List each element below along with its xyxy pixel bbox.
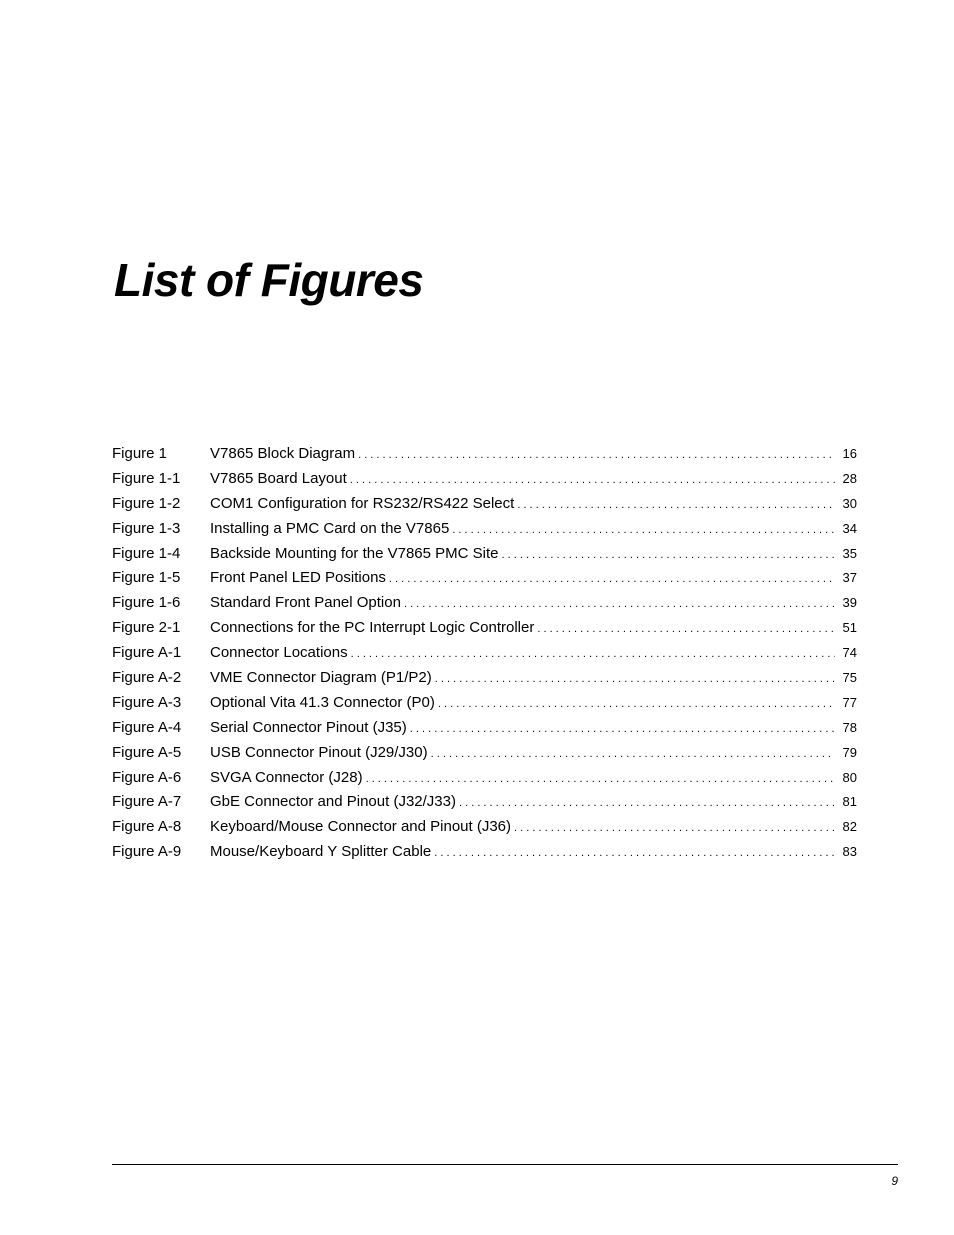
footer-divider — [112, 1164, 898, 1165]
figure-page-number: 39 — [842, 595, 857, 611]
dot-leader — [438, 692, 835, 717]
figure-label: Figure A-3 — [112, 693, 182, 711]
dot-leader — [350, 468, 835, 493]
figure-title: Serial Connector Pinout (J35) — [210, 718, 407, 736]
figure-label: Figure 2-1 — [112, 619, 181, 637]
figure-title: VME Connector Diagram (P1/P2) — [210, 669, 432, 687]
figure-page-number: 30 — [842, 495, 857, 511]
figure-page-number: 28 — [842, 470, 857, 486]
toc-entry[interactable] — [112, 766, 857, 791]
figure-page-number: 16 — [842, 446, 857, 461]
figure-label: Figure 1 — [112, 445, 168, 462]
page-number: 9 — [891, 1174, 898, 1188]
figure-label: Figure A-9 — [112, 843, 182, 861]
toc-entry[interactable] — [112, 666, 857, 691]
toc-entry[interactable] — [112, 492, 857, 517]
figure-page-number: 74 — [842, 645, 857, 661]
figure-title: USB Connector Pinout (J29/J30) — [210, 743, 428, 761]
figure-page-number: 51 — [842, 620, 857, 636]
figure-label: Figure A-5 — [112, 743, 182, 761]
dot-leader — [502, 543, 836, 568]
figure-title: Front Panel LED Positions — [210, 569, 386, 587]
dot-leader — [358, 443, 835, 468]
toc-entry[interactable] — [112, 591, 857, 616]
figure-page-number: 37 — [842, 570, 857, 586]
figure-page-number: 77 — [842, 694, 857, 710]
figure-label: Figure A-6 — [112, 768, 182, 786]
toc-entry[interactable] — [112, 517, 857, 542]
figure-title: Installing a PMC Card on the V7865 — [210, 519, 450, 537]
figure-title: V7865 Block Diagram — [210, 445, 356, 462]
figure-page-number: 79 — [842, 744, 857, 760]
page-title: List of Figures — [114, 254, 424, 306]
figure-label: Figure A-4 — [112, 718, 182, 736]
dot-leader — [431, 742, 835, 767]
dot-leader — [537, 617, 835, 642]
figure-title: V7865 Board Layout — [210, 469, 347, 487]
figure-page-number: 83 — [842, 844, 857, 860]
figure-label: Figure A-2 — [112, 669, 182, 687]
figure-label: Figure 1-6 — [112, 594, 181, 612]
figure-page-number: 81 — [842, 794, 857, 810]
figure-title: GbE Connector and Pinout (J32/J33) — [210, 793, 456, 811]
dot-leader — [434, 841, 835, 866]
toc-entry[interactable] — [112, 741, 857, 766]
figure-label: Figure 1-3 — [112, 519, 181, 537]
figure-title: Keyboard/Mouse Connector and Pinout (J36) — [210, 818, 512, 836]
figure-label: Figure 1-4 — [112, 544, 181, 562]
dot-leader — [459, 791, 835, 816]
dot-leader — [452, 518, 835, 543]
toc-entry[interactable] — [112, 691, 857, 716]
figure-list — [112, 442, 857, 865]
toc-entry[interactable] — [112, 542, 857, 567]
toc-entry[interactable] — [112, 566, 857, 591]
figure-label: Figure A-7 — [112, 793, 182, 811]
figure-title: Backside Mounting for the V7865 PMC Site — [210, 544, 499, 562]
figure-label: Figure 1-2 — [112, 494, 181, 512]
toc-entry[interactable] — [112, 442, 857, 467]
figure-label: Figure 1-1 — [112, 469, 181, 487]
figure-title: COM1 Configuration for RS232/RS422 Select — [210, 494, 515, 512]
figure-title: Connections for the PC Interrupt Logic Controller — [210, 619, 535, 637]
figure-label: Figure A-8 — [112, 818, 182, 836]
toc-entry[interactable] — [112, 467, 857, 492]
figure-title: Mouse/Keyboard Y Splitter Cable — [210, 843, 432, 861]
dot-leader — [404, 592, 835, 617]
figure-page-number: 80 — [842, 769, 857, 785]
figure-title: Standard Front Panel Option — [210, 594, 401, 612]
toc-entry[interactable] — [112, 790, 857, 815]
figure-page-number: 75 — [842, 670, 857, 686]
dot-leader — [389, 567, 835, 592]
figure-title: Connector Locations — [210, 644, 348, 662]
dot-leader — [514, 816, 835, 841]
toc-entry[interactable] — [112, 716, 857, 741]
toc-entry[interactable] — [112, 641, 857, 666]
dot-leader — [435, 667, 835, 692]
toc-entry[interactable] — [112, 815, 857, 840]
figure-label: Figure 1-5 — [112, 569, 181, 587]
figure-page-number: 82 — [842, 819, 857, 835]
dot-leader — [351, 642, 835, 667]
dot-leader — [366, 767, 835, 792]
dot-leader — [517, 493, 835, 518]
figure-title: SVGA Connector (J28) — [210, 768, 363, 786]
figure-title: Optional Vita 41.3 Connector (P0) — [210, 693, 435, 711]
toc-entry[interactable] — [112, 616, 857, 641]
figure-page-number: 35 — [842, 545, 857, 561]
figure-page-number: 78 — [842, 719, 857, 735]
dot-leader — [410, 717, 835, 742]
figure-label: Figure A-1 — [112, 644, 182, 662]
toc-entry[interactable] — [112, 840, 857, 865]
figure-page-number: 34 — [842, 520, 857, 536]
